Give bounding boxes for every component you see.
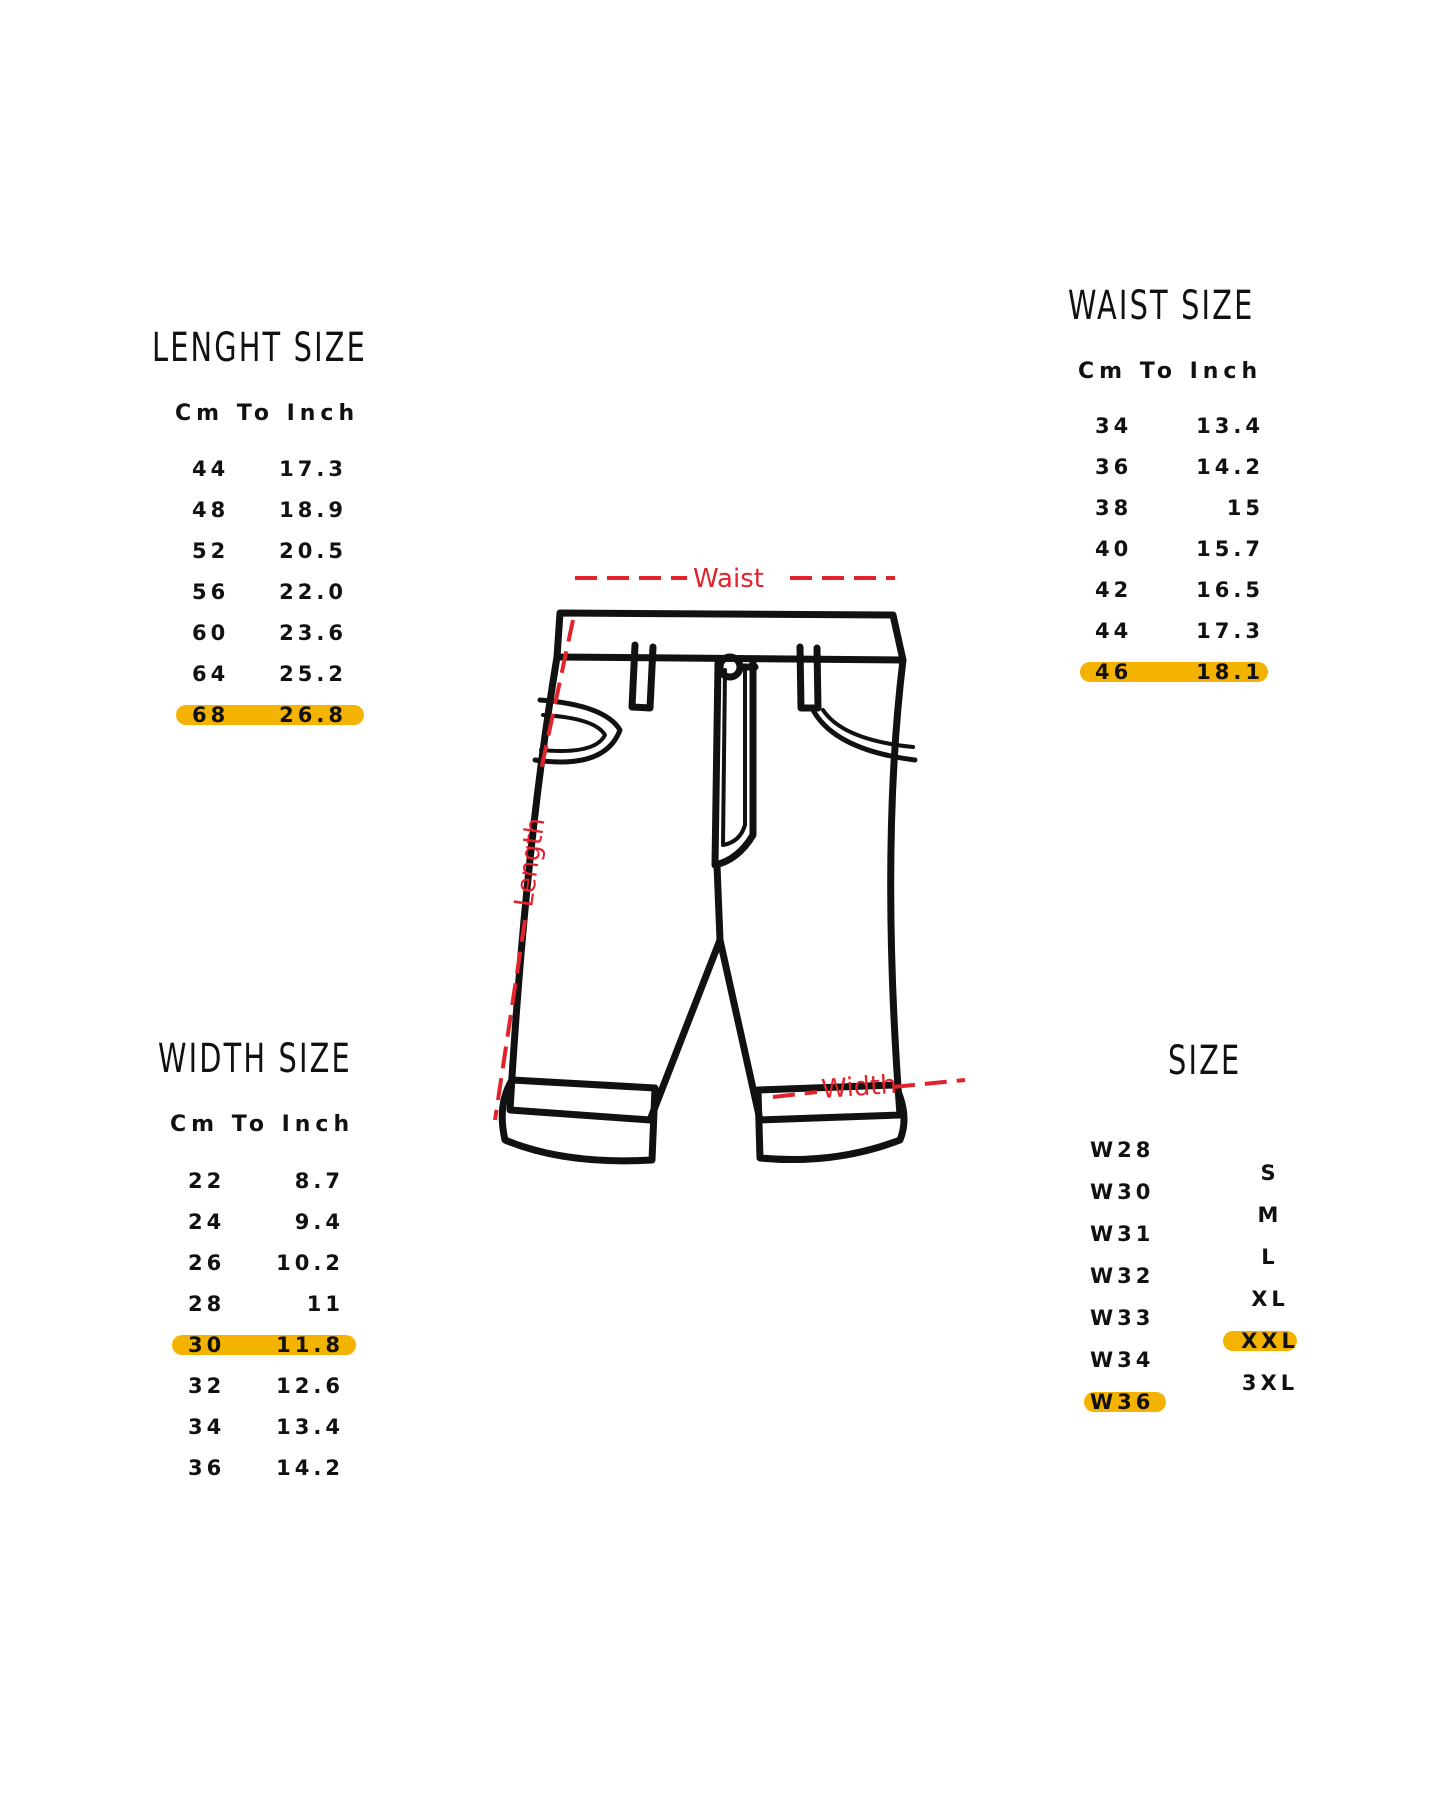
width-table-row	[158, 1289, 458, 1319]
letters-item	[1215, 1368, 1325, 1398]
length-table-row	[152, 495, 452, 525]
letters-item	[1215, 1326, 1325, 1356]
width-unit-header: Cm To Inch	[170, 1112, 355, 1137]
waist_codes-item	[1090, 1135, 1200, 1165]
waist-unit-header: Cm To Inch	[1078, 359, 1263, 384]
letters-item	[1215, 1200, 1325, 1230]
waist_codes-label: W34	[1090, 1348, 1155, 1372]
length-inch-value: 26.8	[279, 703, 347, 727]
length-inch-value: 20.5	[279, 539, 347, 563]
waist_codes-item	[1090, 1387, 1200, 1417]
fly-outline	[715, 662, 753, 865]
waist-cm-value: 34	[1095, 414, 1133, 438]
waist_codes-item	[1090, 1261, 1200, 1291]
length-cm-value: 56	[192, 580, 230, 604]
waist-size-title: WAIST SIZE	[1068, 283, 1255, 329]
width-table-row	[158, 1248, 458, 1278]
waist-cm-value: 44	[1095, 619, 1133, 643]
length-unit-header: Cm To Inch	[175, 401, 360, 426]
waist-inch-value: 15	[1226, 496, 1264, 520]
width-inch-value: 8.7	[294, 1169, 344, 1193]
width-table-row	[158, 1207, 458, 1237]
waist-cm-value: 42	[1095, 578, 1133, 602]
waist-table-row	[1068, 411, 1368, 441]
waist-inch-value: 15.7	[1196, 537, 1264, 561]
width-inch-value: 13.4	[276, 1415, 344, 1439]
waist_codes-item	[1090, 1177, 1200, 1207]
width-measure-line-right	[893, 1080, 965, 1087]
length-size-section	[152, 325, 452, 745]
waist-inch-value: 17.3	[1196, 619, 1264, 643]
letters-label: M	[1257, 1203, 1283, 1227]
shorts-diagram	[455, 560, 1015, 1180]
waist-inch-value: 16.5	[1196, 578, 1264, 602]
width-table-row	[158, 1166, 458, 1196]
length-table-row	[152, 454, 452, 484]
waist-cm-value: 38	[1095, 496, 1133, 520]
length-table-row	[152, 577, 452, 607]
length-cm-value: 68	[192, 703, 230, 727]
width-size-title: WIDTH SIZE	[158, 1036, 352, 1082]
length-table-row	[152, 618, 452, 648]
waist_codes-label: W31	[1090, 1222, 1155, 1246]
waist_codes-label: W36	[1090, 1390, 1155, 1414]
length-inch-value: 25.2	[279, 662, 347, 686]
waist-measure-label: Waist	[693, 564, 764, 594]
waist-inch-value: 18.1	[1196, 660, 1264, 684]
length-inch-value: 23.6	[279, 621, 347, 645]
width-inch-value: 11	[306, 1292, 344, 1316]
letters-label: XL	[1251, 1287, 1289, 1311]
width-table-row	[158, 1453, 458, 1483]
waist-size-section	[1068, 283, 1368, 703]
width-table-row	[158, 1371, 458, 1401]
width-size-section	[158, 1036, 458, 1506]
waist-table-row	[1068, 534, 1368, 564]
waist-table-row	[1068, 452, 1368, 482]
waist_codes-label: W32	[1090, 1264, 1155, 1288]
waist_codes-label: W33	[1090, 1306, 1155, 1330]
waist-cm-value: 40	[1095, 537, 1133, 561]
letters-label: XXL	[1241, 1329, 1299, 1353]
width-cm-value: 22	[188, 1169, 226, 1193]
letters-item	[1215, 1158, 1325, 1188]
length-cm-value: 64	[192, 662, 230, 686]
width-cm-value: 24	[188, 1210, 226, 1234]
length-cm-value: 48	[192, 498, 230, 522]
width-cm-value: 30	[188, 1333, 226, 1357]
width-cm-value: 32	[188, 1374, 226, 1398]
letters-label: L	[1261, 1245, 1279, 1269]
waist-table-row	[1068, 657, 1368, 687]
letters-label: 3XL	[1241, 1371, 1299, 1395]
length-cm-value: 60	[192, 621, 230, 645]
waist-table-row	[1068, 575, 1368, 605]
length-measure-label: Length	[509, 815, 552, 909]
letters-item	[1215, 1284, 1325, 1314]
waist_codes-item	[1090, 1303, 1200, 1333]
waist-table-row	[1068, 493, 1368, 523]
width-cm-value: 36	[188, 1456, 226, 1480]
letters-label: S	[1260, 1161, 1280, 1185]
length-inch-value: 17.3	[279, 457, 347, 481]
waist_codes-item	[1090, 1345, 1200, 1375]
length-inch-value: 22.0	[279, 580, 347, 604]
length-cm-value: 52	[192, 539, 230, 563]
length-cm-value: 44	[192, 457, 230, 481]
width-measure-label: Width	[820, 1069, 898, 1105]
width-table-row	[158, 1412, 458, 1442]
width-inch-value: 14.2	[276, 1456, 344, 1480]
waist_codes-label: W28	[1090, 1138, 1155, 1162]
waist_codes-label: W30	[1090, 1180, 1155, 1204]
length-table-row	[152, 659, 452, 689]
length-inch-value: 18.9	[279, 498, 347, 522]
waist_codes-item	[1090, 1219, 1200, 1249]
size-section	[1090, 1038, 1390, 1438]
waist-inch-value: 13.4	[1196, 414, 1264, 438]
width-measure-line-left	[773, 1092, 817, 1097]
waist-cm-value: 36	[1095, 455, 1133, 479]
length-table-row	[152, 536, 452, 566]
length-size-title: LENGHT SIZE	[152, 325, 367, 371]
width-inch-value: 12.6	[276, 1374, 344, 1398]
width-table-row	[158, 1330, 458, 1360]
width-cm-value: 28	[188, 1292, 226, 1316]
width-inch-value: 11.8	[276, 1333, 344, 1357]
length-table-row	[152, 700, 452, 730]
waistband-outline	[557, 613, 903, 660]
width-inch-value: 10.2	[276, 1251, 344, 1275]
waist-inch-value: 14.2	[1196, 455, 1264, 479]
width-cm-value: 34	[188, 1415, 226, 1439]
size-title: SIZE	[1168, 1038, 1242, 1084]
waist-cm-value: 46	[1095, 660, 1133, 684]
letters-item	[1215, 1242, 1325, 1272]
waist-table-row	[1068, 616, 1368, 646]
width-inch-value: 9.4	[294, 1210, 344, 1234]
width-cm-value: 26	[188, 1251, 226, 1275]
